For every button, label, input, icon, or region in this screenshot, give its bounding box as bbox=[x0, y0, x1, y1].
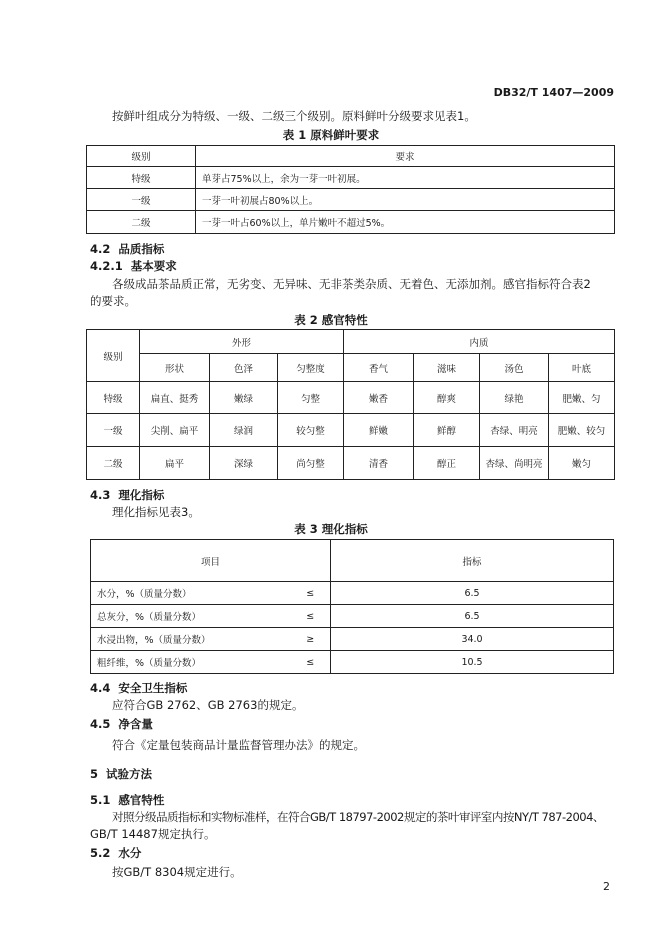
section-4-3-heading bbox=[90, 487, 164, 503]
table2-header-grade: 级别 bbox=[87, 330, 140, 382]
section-4-2-heading bbox=[90, 241, 164, 257]
table2-cell: 清香 bbox=[344, 447, 414, 480]
table2-cell: 鲜醇 bbox=[414, 414, 480, 447]
intro-paragraph: 按鲜叶组成分为特级、一级、二级三个级别。原料鲜叶分级要求见表1。 bbox=[112, 109, 476, 123]
table3-cell: ≤ bbox=[291, 605, 331, 628]
table3-cell: ≤ bbox=[291, 582, 331, 605]
table2-subheader: 形状 bbox=[140, 354, 210, 382]
table2-cell: 扁平 bbox=[140, 447, 210, 480]
section-number: 5.1 bbox=[90, 793, 111, 807]
table3-cell: ≤ bbox=[291, 651, 331, 674]
moisture-paragraph: 按GB/T 8304规定进行。 bbox=[112, 865, 242, 879]
sensory-test-paragraph: 对照分级品质指标和实物标准样，在符合GB/T 18797-2002规定的茶叶审评室内按NY/T 787-2004、 bbox=[112, 810, 604, 824]
table3-header-item: 项目 bbox=[91, 540, 331, 582]
table-row bbox=[87, 382, 615, 414]
table2-cell: 醇爽 bbox=[414, 382, 480, 414]
table3-cell: 水浸出物，%（质量分数） bbox=[91, 628, 291, 651]
table1-header-grade: 级别 bbox=[87, 146, 196, 167]
table3-caption: 表 3 理化指标 bbox=[294, 522, 368, 536]
section-5-2-heading bbox=[90, 845, 141, 861]
basic-requirements-paragraph: 各级成品茶品质正常，无劣变、无异味、无非茶类杂质、无着色、无添加剂。感官指标符合表2 bbox=[112, 277, 591, 291]
table-row bbox=[91, 628, 614, 651]
table2-cell: 肥嫩、匀 bbox=[549, 382, 615, 414]
table3-cell: 6.5 bbox=[331, 605, 614, 628]
basic-requirements-paragraph-cont: 的要求。 bbox=[90, 294, 136, 308]
table1-cell: 一芽一叶初展占80%以上。 bbox=[196, 189, 615, 211]
section-title: 理化指标 bbox=[118, 488, 165, 502]
section-4-2-1-heading bbox=[90, 258, 177, 274]
table-sensory-characteristics bbox=[86, 329, 615, 480]
table1-caption: 表 1 原料鲜叶要求 bbox=[282, 128, 380, 142]
table2-caption: 表 2 感官特性 bbox=[294, 313, 368, 327]
table1-cell: 特级 bbox=[87, 167, 196, 189]
table2-cell: 匀整 bbox=[278, 382, 344, 414]
table2-cell: 鲜嫩 bbox=[344, 414, 414, 447]
table1-cell: 一级 bbox=[87, 189, 196, 211]
sensory-test-paragraph-cont: GB/T 14487规定执行。 bbox=[90, 827, 216, 841]
table2-cell: 尚匀整 bbox=[278, 447, 344, 480]
section-title: 基本要求 bbox=[130, 259, 177, 273]
table-row bbox=[87, 447, 615, 480]
table2-cell: 绿艳 bbox=[480, 382, 549, 414]
table-raw-leaf-requirements bbox=[86, 145, 615, 234]
section-number: 5.2 bbox=[90, 846, 111, 860]
table-row bbox=[91, 605, 614, 628]
table2-subheader: 香气 bbox=[344, 354, 414, 382]
section-number: 4.2 bbox=[90, 242, 111, 256]
section-title: 感官特性 bbox=[118, 793, 165, 807]
section-number: 5 bbox=[90, 767, 99, 781]
section-5-1-heading bbox=[90, 792, 164, 808]
table3-cell: 粗纤维，%（质量分数） bbox=[91, 651, 291, 674]
table3-header-value: 指标 bbox=[331, 540, 614, 582]
table3-cell: ≥ bbox=[291, 628, 331, 651]
table2-subheader: 叶底 bbox=[549, 354, 615, 382]
table3-cell: 水分，%（质量分数） bbox=[91, 582, 291, 605]
table-row bbox=[87, 211, 615, 234]
table-physicochemical-indicators bbox=[90, 539, 614, 674]
table2-cell: 嫩香 bbox=[344, 382, 414, 414]
section-number: 4.3 bbox=[90, 488, 111, 502]
table2-subheader: 匀整度 bbox=[278, 354, 344, 382]
section-number: 4.5 bbox=[90, 717, 111, 731]
table-row bbox=[91, 651, 614, 674]
table2-subheader: 汤色 bbox=[480, 354, 549, 382]
table2-cell: 特级 bbox=[87, 382, 140, 414]
table-row bbox=[91, 582, 614, 605]
table1-cell: 二级 bbox=[87, 211, 196, 234]
section-title: 品质指标 bbox=[118, 242, 165, 256]
section-title: 试验方法 bbox=[106, 767, 153, 781]
section-4-4-heading bbox=[90, 680, 187, 696]
table2-cell: 深绿 bbox=[210, 447, 278, 480]
document-id: DB32/T 1407—2009 bbox=[493, 86, 614, 99]
section-5-heading bbox=[90, 766, 152, 782]
table2-cell: 扁直、挺秀 bbox=[140, 382, 210, 414]
table2-cell: 肥嫩、较匀 bbox=[549, 414, 615, 447]
table2-cell: 绿润 bbox=[210, 414, 278, 447]
table2-cell: 嫩匀 bbox=[549, 447, 615, 480]
net-content-paragraph: 符合《定量包装商品计量监督管理办法》的规定。 bbox=[112, 738, 365, 752]
section-number: 4.4 bbox=[90, 681, 111, 695]
table-row bbox=[87, 167, 615, 189]
section-number: 4.2.1 bbox=[90, 259, 123, 273]
table2-cell: 醇正 bbox=[414, 447, 480, 480]
section-title: 安全卫生指标 bbox=[118, 681, 188, 695]
page-number: 2 bbox=[603, 880, 610, 893]
table1-cell: 单芽占75%以上，余为一芽一叶初展。 bbox=[196, 167, 615, 189]
table2-header-appearance: 外形 bbox=[140, 330, 344, 354]
table3-cell: 34.0 bbox=[331, 628, 614, 651]
table2-subheader: 色泽 bbox=[210, 354, 278, 382]
table3-cell: 总灰分，%（质量分数） bbox=[91, 605, 291, 628]
table2-header-inner-quality: 内质 bbox=[344, 330, 615, 354]
table2-cell: 杏绿、尚明亮 bbox=[480, 447, 549, 480]
section-4-5-heading bbox=[90, 716, 153, 732]
table1-header-requirement: 要求 bbox=[196, 146, 615, 167]
table1-cell: 一芽一叶占60%以上，单片嫩叶不超过5%。 bbox=[196, 211, 615, 234]
table2-cell: 较匀整 bbox=[278, 414, 344, 447]
table2-subheader: 滋味 bbox=[414, 354, 480, 382]
physicochemical-paragraph: 理化指标见表3。 bbox=[112, 505, 200, 519]
table2-cell: 二级 bbox=[87, 447, 140, 480]
table2-cell: 嫩绿 bbox=[210, 382, 278, 414]
safety-paragraph: 应符合GB 2762、GB 2763的规定。 bbox=[112, 698, 304, 712]
section-title: 净含量 bbox=[118, 717, 153, 731]
table2-cell: 尖削、扁平 bbox=[140, 414, 210, 447]
table-row bbox=[87, 414, 615, 447]
table-row bbox=[87, 189, 615, 211]
section-title: 水分 bbox=[118, 846, 142, 860]
table2-cell: 一级 bbox=[87, 414, 140, 447]
table2-cell: 杏绿、明亮 bbox=[480, 414, 549, 447]
table3-cell: 10.5 bbox=[331, 651, 614, 674]
table3-cell: 6.5 bbox=[331, 582, 614, 605]
